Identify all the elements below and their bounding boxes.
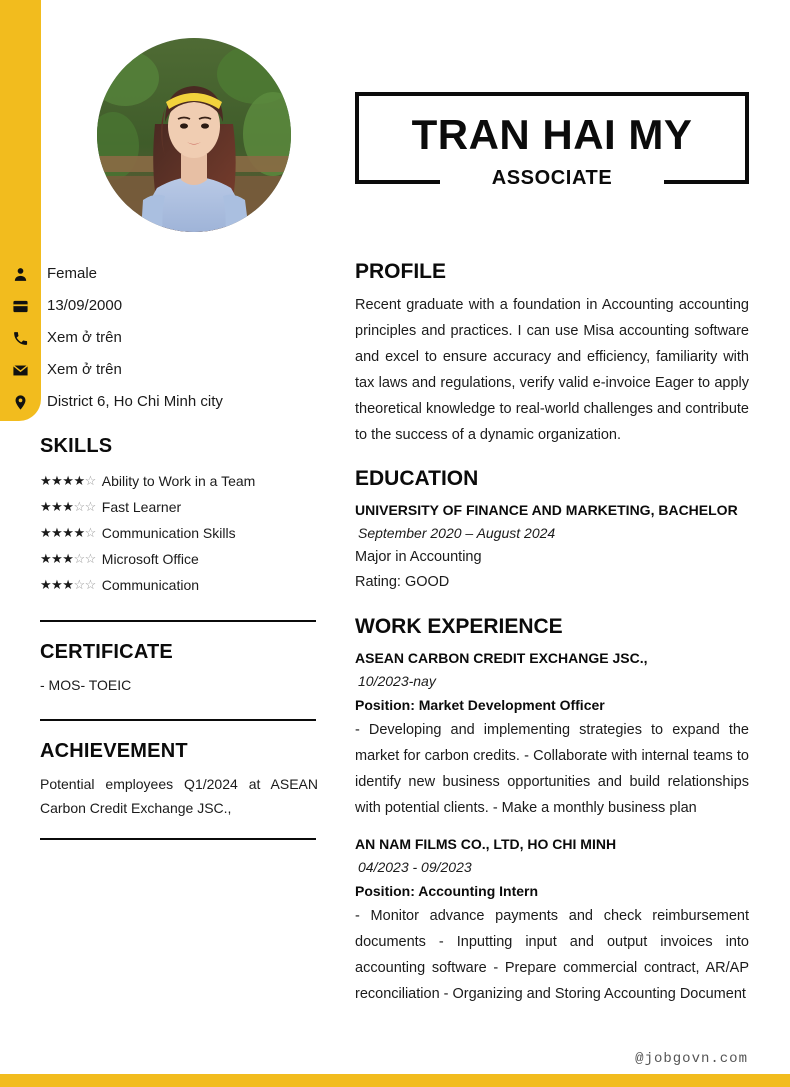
skill-label: Communication Skills <box>101 525 236 541</box>
education-rating: Rating: GOOD <box>355 574 450 590</box>
skill-rating-stars: ★★★☆☆ <box>40 551 96 566</box>
contact-value-gender: Female <box>47 265 98 282</box>
skills-list <box>40 468 318 598</box>
email-icon <box>0 362 41 379</box>
profile-photo-image <box>97 38 291 232</box>
achievement-text: Potential employees Q1/2024 at ASEAN Carbon Credit Exchange JSC., <box>40 776 318 816</box>
right-column <box>355 258 749 1007</box>
work-section-title: WORK EXPERIENCE <box>355 615 563 638</box>
contact-list <box>0 258 330 418</box>
certificate-item: - MOS- TOEIC <box>40 677 132 693</box>
contact-value-phone: Xem ở trên <box>47 329 122 346</box>
skill-item <box>40 572 318 598</box>
name-plate-border-top <box>355 92 749 96</box>
profile-photo <box>97 38 291 232</box>
work-dates: 10/2023-nay <box>358 673 436 689</box>
skills-section-title: SKILLS <box>40 435 113 457</box>
contact-value-address: District 6, Ho Chi Minh city <box>47 393 223 410</box>
skill-rating-stars: ★★★★☆ <box>40 525 96 540</box>
skill-rating-stars: ★★★☆☆ <box>40 499 96 514</box>
contact-row-email <box>0 354 330 386</box>
calendar-icon <box>0 298 41 315</box>
phone-icon <box>0 330 41 347</box>
skill-label: Communication <box>101 577 200 593</box>
work-description: - Monitor advance payments and check reimbursement documents - Inputting input and output invoices into accounting software - Prepare commercial contract, AR/AP reconciliation - Organizing and Storing Accounting Document <box>355 908 749 1002</box>
contact-value-birthdate: 13/09/2000 <box>47 297 123 314</box>
skill-item <box>40 520 318 546</box>
skill-item <box>40 546 318 572</box>
work-organization: ASEAN CARBON CREDIT EXCHANGE JSC., <box>355 650 648 666</box>
work-description: - Developing and implementing strategies to expand the market for carbon credits. - Collaborate with internal teams to identify new business opportunities and build relationships with potential clients. - Make a monthly business plan <box>355 722 749 816</box>
profile-section-title: PROFILE <box>355 260 447 283</box>
education-major: Major in Accounting <box>355 549 482 565</box>
candidate-role: ASSOCIATE <box>482 166 623 190</box>
education-school: UNIVERSITY OF FINANCE AND MARKETING, BACHELOR <box>355 502 738 518</box>
work-position: Position: Accounting Intern <box>355 883 539 899</box>
skill-item <box>40 494 318 520</box>
achievement-section-title: ACHIEVEMENT <box>40 740 188 762</box>
candidate-name: TRAN HAI MY <box>411 111 693 158</box>
skill-label: Fast Learner <box>101 499 182 515</box>
certificate-section-title: CERTIFICATE <box>40 641 173 663</box>
contact-row-address <box>0 386 330 418</box>
work-organization: AN NAM FILMS CO., LTD, HO CHI MINH <box>355 836 617 852</box>
skill-label: Microsoft Office <box>101 551 199 567</box>
section-divider-bottom <box>40 838 316 840</box>
profile-text: Recent graduate with a foundation in Accounting accounting principles and practices. I can use Misa accounting software and excel to ensure accuracy and efficiency, familiarity with tax laws and regulations, verify valid e-invoice Eager to apply theoretical knowledge to real-world challenges and contribute to the success of a dynamic organization. <box>355 297 749 443</box>
name-plate-border-bottom-right <box>664 180 749 184</box>
skill-label: Ability to Work in a Team <box>101 473 256 489</box>
left-column <box>40 433 318 840</box>
work-position: Position: Market Development Officer <box>355 697 605 713</box>
education-dates: September 2020 – August 2024 <box>358 525 556 541</box>
contact-row-gender <box>0 258 330 290</box>
contact-row-birthdate <box>0 290 330 322</box>
site-watermark: @jobgovn.com <box>635 1051 748 1067</box>
work-entry <box>355 833 749 1007</box>
contact-value-email: Xem ở trên <box>47 361 122 378</box>
work-entry <box>355 647 749 821</box>
skill-rating-stars: ★★★★☆ <box>40 473 96 488</box>
person-icon <box>0 266 41 283</box>
skill-item <box>40 468 318 494</box>
name-plate <box>355 92 749 189</box>
work-dates: 04/2023 - 09/2023 <box>358 859 472 875</box>
name-plate-border-bottom-left <box>355 180 440 184</box>
education-section-title: EDUCATION <box>355 467 479 490</box>
contact-row-phone <box>0 322 330 354</box>
skill-rating-stars: ★★★☆☆ <box>40 577 96 592</box>
accent-bar-bottom <box>0 1074 790 1087</box>
location-icon <box>0 394 41 411</box>
